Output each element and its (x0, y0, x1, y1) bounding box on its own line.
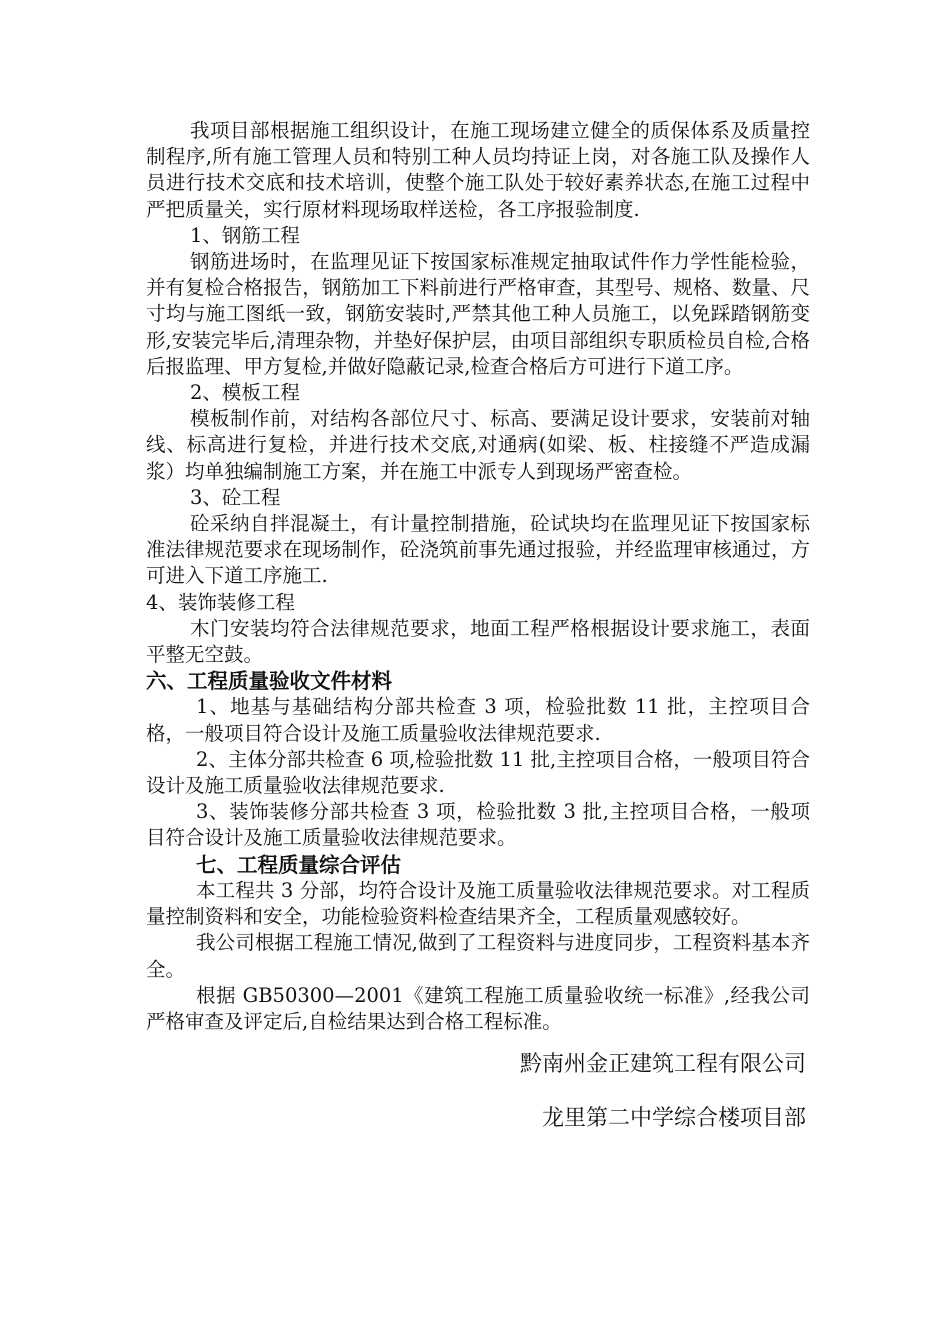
intro-paragraph: 我项目部根据施工组织设计，在施工现场建立健全的质保体系及质量控制程序,所有施工管理人员和特别工种人员均持证上岗，对各施工队及操作人员进行技术交底和技术培训，使整个施工队处于较好素养状态,在施工过程中严把质量关，实行原材料现场取样送检，各工序报验制度. (146, 119, 810, 221)
signature-department: 龙里第二中学综合楼项目部 (541, 1106, 806, 1132)
document-page (146, 118, 810, 1133)
item-4-title: 4、装饰装修工程 (146, 590, 295, 614)
item-1-body: 钢筋进场时，在监理见证下按国家标准规定抽取试件作力学性能检验，并有复检合格报告，钢筋加工下料前进行严格审查，其型号、规格、数量、尺寸均与施工图纸一致，钢筋安装时,严禁其他工种人员施工，以免踩踏钢筋变形,安装完毕后,清理杂物，并垫好保护层，由项目部组织专职质检员自检,合格后报监理、甲方复检,并做好隐蔽记录,检查合格后方可进行下道工序。 (146, 250, 810, 378)
section-7-paragraph-2: 我公司根据工程施工情况,做到了工程资料与进度同步，工程资料基本齐全。 (146, 931, 810, 981)
section-6-item-2: 2、主体分部共检查 6 项,检验批数 11 批,主控项目合格，一般项目符合设计及施工质量验收法律规范要求. (146, 747, 810, 798)
section-6-item-3: 3、装饰装修分部共检查 3 项，检验批数 3 批,主控项目合格，一般项目符合设计及施工质量验收法律规范要求。 (146, 800, 810, 850)
item-3-body: 砼采纳自拌混凝土，有计量控制措施，砼试块均在监理见证下按国家标准法律规范要求在现场制作，砼浇筑前事先通过报验，并经监理审核通过，方可进入下道工序施工. (146, 512, 810, 588)
section-6-heading: 六、工程质量验收文件材料 (146, 669, 392, 694)
signature-company: 黔南州金正建筑工程有限公司 (519, 1052, 806, 1078)
item-4-body: 木门安装均符合法律规范要求，地面工程严格根据设计要求施工，表面平整无空鼓。 (146, 616, 810, 667)
section-7-paragraph-3: 根据 GB50300—2001《建筑工程施工质量验收统一标准》,经我公司严格审查及评定后,自检结果达到合格工程标准。 (146, 983, 810, 1033)
section-7-heading: 七、工程质量综合评估 (196, 852, 401, 877)
item-1-title: 1、钢筋工程 (190, 223, 300, 247)
item-2-title: 2、模板工程 (190, 381, 300, 405)
section-7-paragraph-1: 本工程共 3 分部，均符合设计及施工质量验收法律规范要求。对工程质量控制资料和安全，功能检验资料检查结果齐全，工程质量观感较好。 (146, 878, 810, 929)
section-6-item-1: 1、地基与基础结构分部共检查 3 项，检验批数 11 批，主控项目合格，一般项目符合设计及施工质量验收法律规范要求. (146, 695, 810, 745)
item-3-title: 3、砼工程 (190, 485, 281, 509)
item-2-body: 模板制作前，对结构各部位尺寸、标高、要满足设计要求，安装前对轴线、标高进行复检，并进行技术交底,对通病(如梁、板、柱接缝不严造成漏浆）均单独编制施工方案，并在施工中派专人到现场严密查检。 (146, 407, 810, 483)
